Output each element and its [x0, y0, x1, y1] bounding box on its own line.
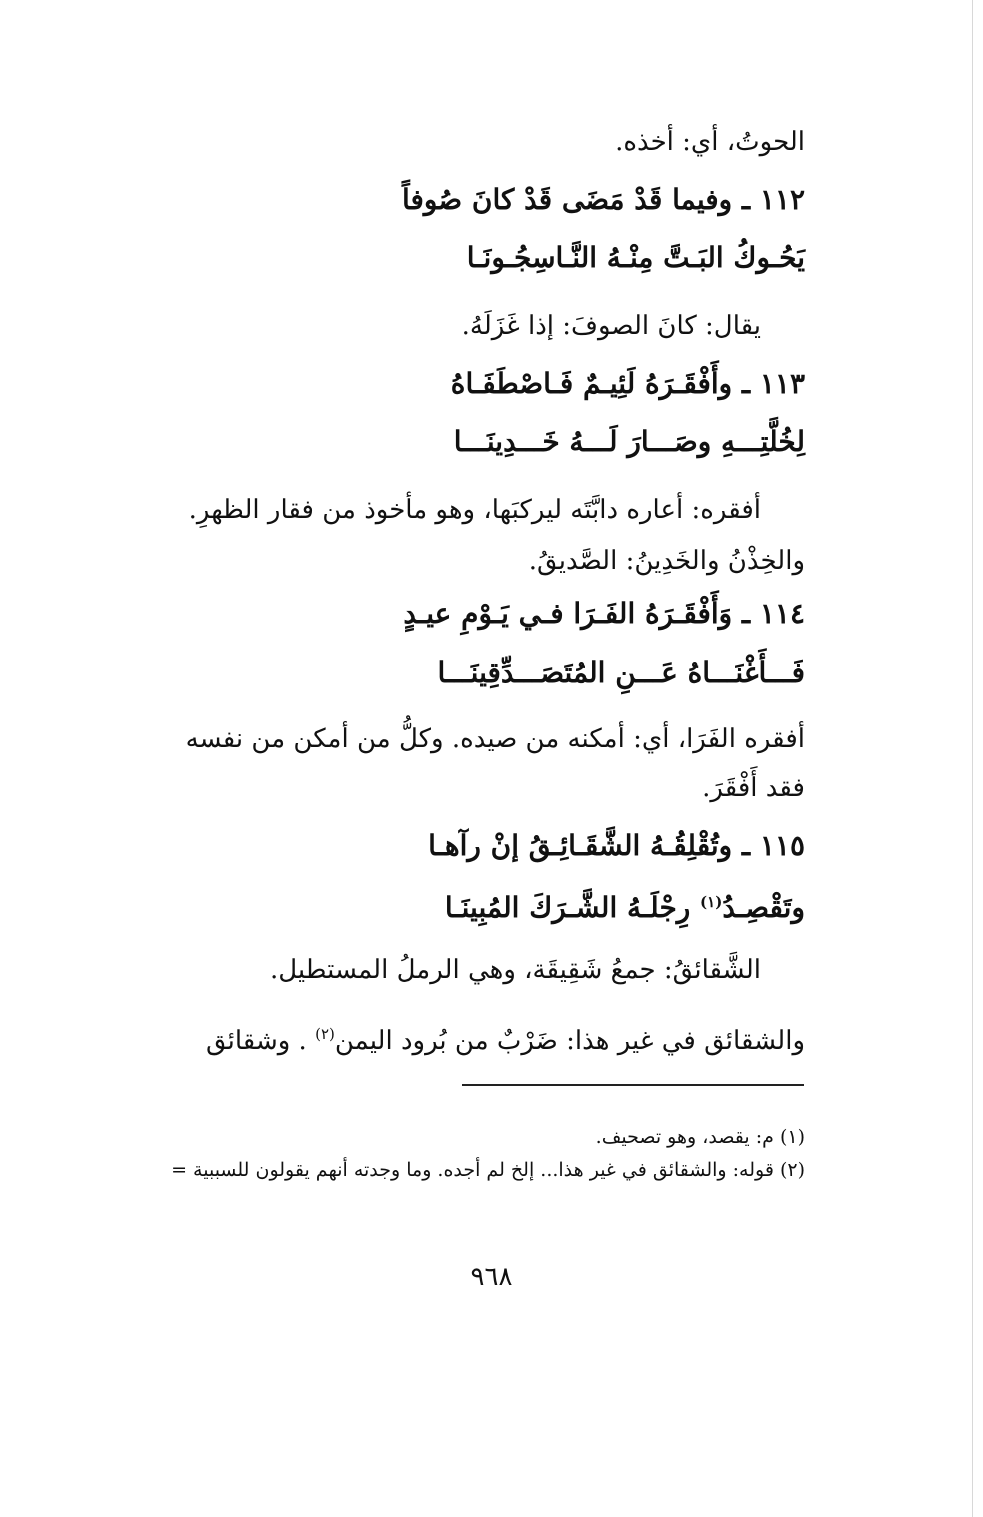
commentary-112: يقال: كانَ الصوفَ: إذا غَزَلَهُ. — [461, 311, 761, 341]
verse-115-second-hemistich — [445, 882, 805, 928]
verse-113-second-hemistich: لِخُلَّتِـــهِ وصَـــارَ لَـــهُ خَـــدِينَـــا — [453, 425, 805, 458]
verse-114-second-hemistich: فَـــأَغْنَـــاهُ عَـــنِ المُتَصَـــدِّقِينَـــا — [437, 656, 805, 689]
footnote-1: (١) م: يقصد، وهو تصحيف. — [595, 1126, 805, 1148]
verse-112-first-hemistich: ١١٢ ـ وفيما قَدْ مَضَى قَدْ كانَ صُوفاً — [402, 183, 805, 216]
commentary-115-part2: . وشقائق — [205, 1026, 316, 1056]
footnote-ref-1: (١) — [700, 893, 723, 911]
verse-113-first-hemistich: ١١٣ ـ وأَفْقَـرَهُ لَئِيـمٌ فَـاصْطَفَـاهُ — [450, 367, 805, 400]
footnote-ref-2: (٢) — [315, 1025, 335, 1043]
text-line: الحوتُ، أي: أخذه. — [615, 127, 805, 157]
commentary-115-part1: والشقائق في غير هذا: ضَرْبٌ من بُرود اليمن — [334, 1026, 805, 1056]
verse-115-second-part1: وتَقْصِـدُ — [722, 891, 805, 924]
commentary-114-line1: أفقره الفَرَا، أي: أمكنه من صيده. وكلُّ من أمكن من نفسه — [185, 724, 805, 754]
verse-115-first-hemistich: ١١٥ ـ وتُقْلِقُـهُ الشَّقَـائِـقُ إنْ رآهـا — [428, 829, 805, 862]
commentary-115-line1: الشَّقائقُ: جمعُ شَقِيقَة، وهي الرملُ المستطيل. — [269, 955, 761, 985]
commentary-115-line2 — [206, 1014, 805, 1061]
footnote-separator — [462, 1084, 804, 1086]
commentary-114-line2: فقد أَفْقَرَ. — [702, 773, 805, 803]
commentary-113-line2: والخِذْنُ والخَدِينُ: الصَّديقُ. — [528, 546, 805, 576]
verse-115-second-part2: رِجْلَـهُ الشَّـرَكَ المُبِينَـا — [444, 891, 701, 924]
commentary-113-line1: أفقره: أعاره دابَّتَه ليركبَها، وهو مأخوذ من فقار الظهرِ. — [188, 495, 761, 525]
verse-114-first-hemistich: ١١٤ ـ وَأَفْقَـرَهُ الفَـرَا فـي يَـوْمِ عيـدٍ — [403, 597, 805, 630]
page-number: ٩٦٨ — [470, 1262, 513, 1292]
verse-112-second-hemistich: يَحُـوكُ البَـتَّ مِنْـهُ النَّـاسِجُـونَـا — [466, 241, 805, 274]
footnote-2: (٢) قوله: والشقائق في غير هذا... إلخ لم أجده. وما وجدته أنهم يقولون للسببية = — [171, 1159, 805, 1181]
